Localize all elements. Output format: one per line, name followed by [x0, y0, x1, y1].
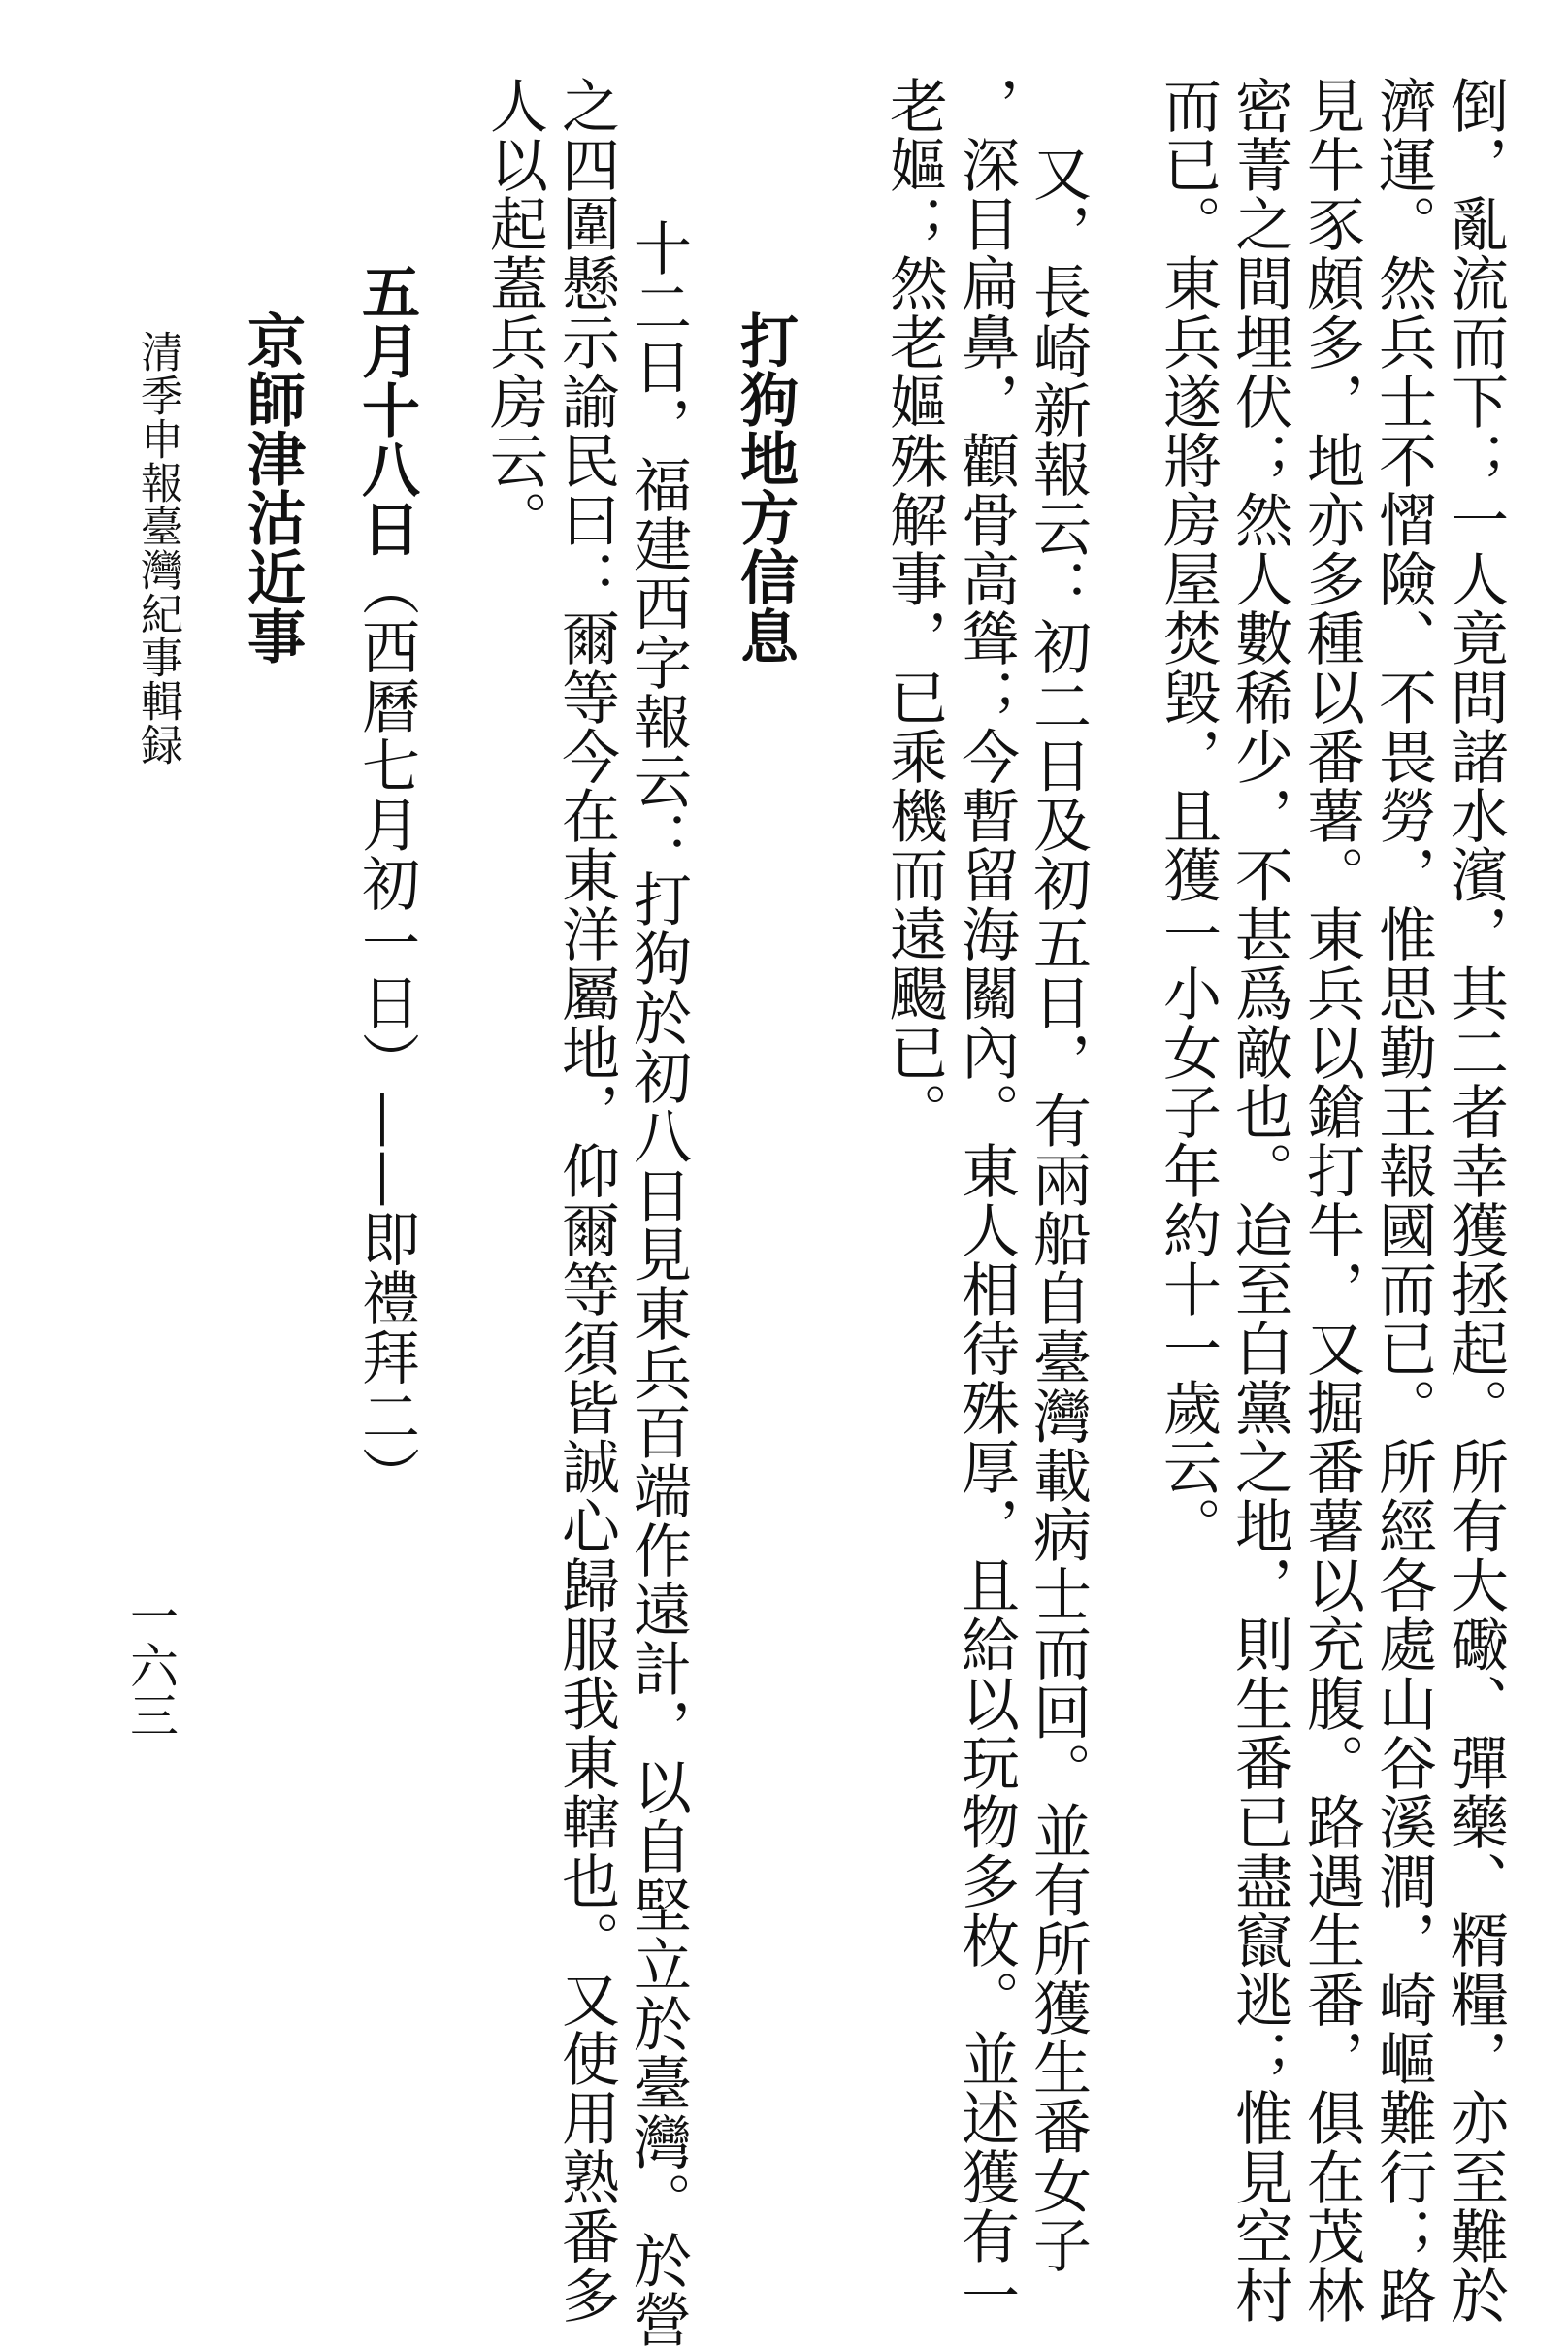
section-body-column-1: 十二日，福建西字報云：打狗於初八日見東兵百端作遠計，以自堅立於臺灣。於營 — [624, 218, 692, 2349]
body-column-7: ，深目扁鼻，顴骨高聳；今暫留海關內。東人相待殊厚，且給以玩物多枚。並述獲有一 — [952, 76, 1020, 2325]
dateline-date: 五月十八日 — [352, 262, 420, 558]
running-header: 清季申報臺灣紀事輯録 — [133, 330, 182, 767]
dateline — [352, 262, 420, 1505]
section-heading-dagou: 打狗地方信息 — [731, 310, 799, 666]
section-body-column-3: 人以起蓋兵房云。 — [480, 76, 548, 549]
body-column-1: 倒，亂流而下；一人竟問諸水濱，其二者幸獲拯起。所有大礮、彈藥、糈糧，亦至難於 — [1441, 76, 1509, 2325]
section-heading-capital: 京師津沽近事 — [238, 310, 306, 666]
body-column-2: 濟運。然兵士不慴險、不畏勞，惟思勤王報國而已。所經各處山谷溪澗，崎嶇難行；路 — [1369, 76, 1437, 2325]
body-column-5: 而已。東兵遂將房屋焚毀，且獲一小女子年約十一歲云。 — [1154, 76, 1222, 1555]
dateline-detail: （西曆七月初一日）——即禮拜二） — [352, 558, 420, 1505]
body-column-8: 老嫗；然老嫗殊解事，已乘機而遠颺已。 — [880, 76, 948, 1141]
body-column-3: 見牛豕頗多，地亦多種以番薯。東兵以鎗打牛，又掘番薯以充腹。路遇生番，俱在茂林 — [1297, 76, 1365, 2325]
body-column-4: 密菁之間埋伏；然人數稀少，不甚爲敵也。迨至白黨之地，則生番已盡竄逃；惟見空村 — [1225, 76, 1293, 2325]
section-body-column-2: 之四圍懸示諭民曰：爾等今在東洋屬地，仰爾等須皆誠心歸服我東轄也。又使用熟番多 — [552, 76, 620, 2325]
page-number: 一六三 — [122, 1591, 179, 1740]
body-column-6: 又，長崎新報云：初二日及初五日，有兩船自臺灣載病士而回。並有所獲生番女子 — [1024, 144, 1092, 2274]
